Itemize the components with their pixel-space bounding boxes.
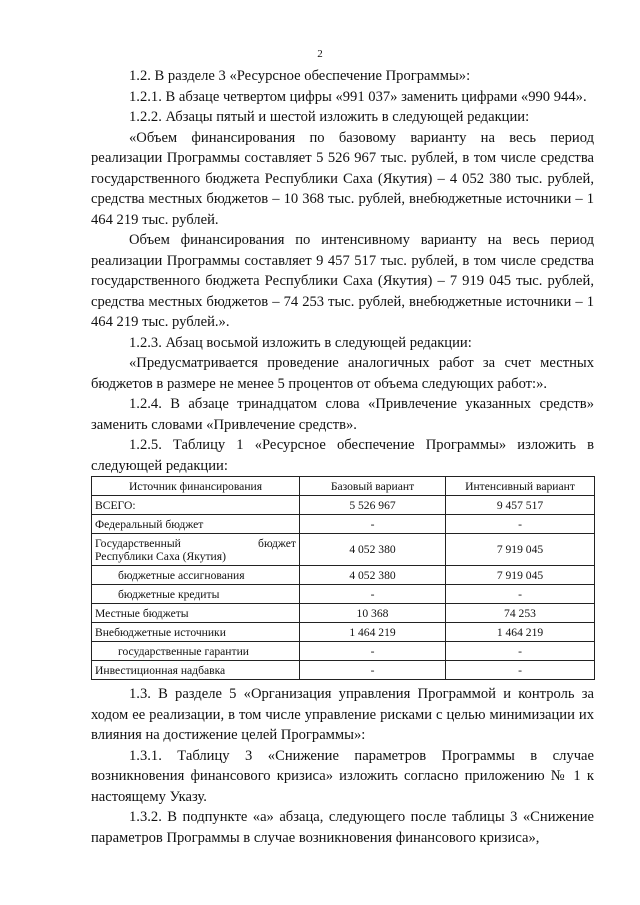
row-label: [92, 534, 300, 566]
row-base-value: -: [300, 585, 446, 604]
row-label-word: Государственный: [95, 536, 181, 550]
paragraph-1-2-3: 1.2.3. Абзац восьмой изложить в следующей редакции:: [129, 334, 472, 351]
page-number: 2: [317, 48, 323, 60]
resource-table: [91, 476, 595, 680]
paragraph-1-2-4: 1.2.4. В абзаце тринадцатом слова «Привлечение указанных средств» заменить словами «Привлечение средств».: [91, 396, 594, 433]
row-intensive-value: -: [446, 515, 595, 534]
header-base: Базовый вариант: [300, 477, 446, 496]
paragraph-1-3: 1.3. В разделе 5 «Организация управления Программой и контроль за ходом ее реализации, в том числе управление рисками с целью минимизации их влияния на достижение целей Программы»:: [91, 686, 594, 743]
table-row: [92, 515, 595, 534]
row-intensive-value: -: [446, 642, 595, 661]
row-intensive-value: -: [446, 585, 595, 604]
header-intensive: Интенсивный вариант: [446, 477, 595, 496]
row-base-value: 4 052 380: [300, 534, 446, 566]
paragraph-1-3-2: 1.3.2. В подпункте «а» абзаца, следующего после таблицы 3 «Снижение параметров Программы в случае возникновения финансового кризиса»,: [91, 809, 594, 846]
paragraph-1-2-1: 1.2.1. В абзаце четвертом цифры «991 037» заменить цифрами «990 944».: [129, 88, 587, 105]
table-row: [92, 604, 595, 623]
table-row: [92, 642, 595, 661]
row-base-value: 1 464 219: [300, 623, 446, 642]
row-label: Инвестиционная надбавка: [92, 661, 300, 680]
paragraph-base-financing: «Объем финансирования по базовому варианту на весь период реализации Программы составляет 5 526 967 тыс. рублей, в том числе средства государственного бюджета Республики Саха (Якутия) – 4 052 380 тыс. рублей, средства местных бюджетов – 10 368 тыс. рублей, внебюджетные источники – 1 464 219 тыс. рублей.: [91, 129, 594, 228]
table-header-row: [92, 477, 595, 496]
row-base-value: -: [300, 515, 446, 534]
row-base-value: -: [300, 661, 446, 680]
table-row: [92, 623, 595, 642]
row-base-value: 5 526 967: [300, 496, 446, 515]
paragraph-1-2-5: 1.2.5. Таблицу 1 «Ресурсное обеспечение Программы» изложить в следующей редакции:: [91, 437, 594, 474]
table-row: [92, 661, 595, 680]
row-intensive-value: 7 919 045: [446, 566, 595, 585]
row-label-line-1: [95, 537, 296, 550]
paragraph-1-3-1: 1.3.1. Таблицу 3 «Снижение параметров Программы в случае возникновения финансового кризиса» изложить согласно приложению № 1 к настоящему Указу.: [91, 747, 594, 805]
row-base-value: 10 368: [300, 604, 446, 623]
row-label-line-2: Республики Саха (Якутия): [95, 549, 226, 563]
row-base-value: -: [300, 642, 446, 661]
row-label: государственные гарантии: [92, 642, 300, 661]
paragraph-intensive-financing: Объем финансирования по интенсивному варианту на весь период реализации Программы составляет 9 457 517 тыс. рублей, в том числе средства государственного бюджета Республики Саха (Якутия) – 7 919 045 тыс. рублей, средства местных бюджетов – 74 253 тыс. рублей, внебюджетные источники – 1 464 219 тыс. рублей.».: [91, 232, 594, 330]
resource-table-wrapper: [91, 476, 594, 680]
document-body: [91, 66, 594, 848]
header-source: Источник финансирования: [92, 477, 300, 496]
table-row: [92, 534, 595, 566]
row-label: ВСЕГО:: [92, 496, 300, 515]
row-intensive-value: 74 253: [446, 604, 595, 623]
table-row: [92, 496, 595, 515]
row-intensive-value: 1 464 219: [446, 623, 595, 642]
row-label: бюджетные кредиты: [92, 585, 300, 604]
row-label: Федеральный бюджет: [92, 515, 300, 534]
table-row: [92, 585, 595, 604]
row-intensive-value: -: [446, 661, 595, 680]
row-label: бюджетные ассигнования: [92, 566, 300, 585]
row-label-word: бюджет: [258, 536, 296, 550]
row-label: Внебюджетные источники: [92, 623, 300, 642]
row-intensive-value: 7 919 045: [446, 534, 595, 566]
paragraph-1-2-2: 1.2.2. Абзацы пятый и шестой изложить в следующей редакции:: [129, 109, 530, 125]
row-label: Местные бюджеты: [92, 604, 300, 623]
paragraph-local-budgets: «Предусматривается проведение аналогичных работ за счет местных бюджетов в размере не менее 5 процентов от объема следующих работ:».: [91, 355, 594, 392]
row-base-value: 4 052 380: [300, 566, 446, 585]
row-intensive-value: 9 457 517: [446, 496, 595, 515]
paragraph-1-2: 1.2. В разделе 3 «Ресурсное обеспечение Программы»:: [129, 68, 471, 84]
table-row: [92, 566, 595, 585]
